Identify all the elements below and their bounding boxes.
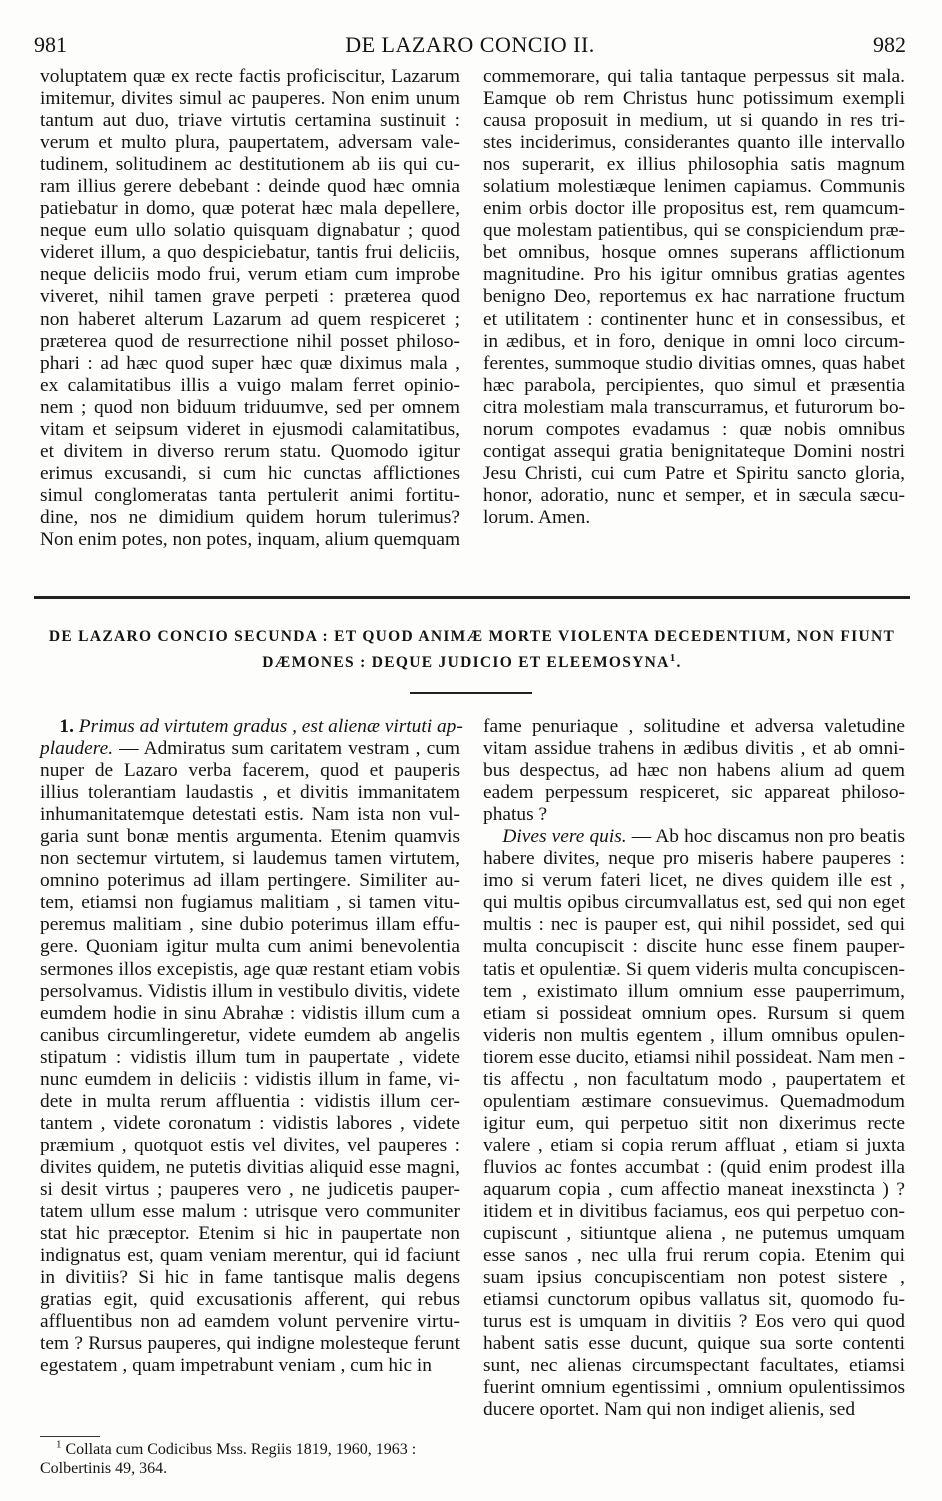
text-line: divites quidem, ne putetis divitias aliquid esse magni, [40,1156,460,1178]
text-line: contigat assequi gratia benignitateque Domini nostri [483,440,905,462]
text-line: præterea quod de resurrectione nihil posset philoso- [40,330,460,352]
text-line: etiam si possideat omnium opes. Rursum si quem [483,1002,905,1024]
text-line: vitam assidue trahens in ædibus divitis , et ab omni- [483,738,905,760]
text-line: Non enim potes, non potes, inquam, alium quemquam [40,528,461,550]
text-line: dete in multa rerum affluentia : vidistis illum cer- [40,1090,460,1112]
text-line: eumdem hodie in sinu Abrahæ : vidistis illum cum a [40,1002,460,1024]
text-line: tantem , videte coronatum : vidistis labores , videte [40,1112,460,1134]
section-divider-rule [34,596,910,599]
footnote-line-1 [40,1440,460,1459]
text-line: neque eum ullo solatio quisquam dignabatur ; quod [40,220,460,242]
paragraph-1-first-line [40,716,463,738]
text-line: stes inciderimus, considerantes quanto ille intervallo [483,132,905,154]
text-line: aquarum copia , cum affectio maneat inexstincta ) ? [483,1178,905,1200]
text-line: egestatem , quam impetrabunt veniam , cum hic in [40,1355,433,1377]
text-line: patiebatur in domo, quæ poterat hæc mala depellere, [40,198,460,220]
text-line: præmium , quotquot estis vel divites, vel pauperes : [40,1134,460,1156]
paragraph-1-second-line [40,738,460,760]
text-line: igitur eum, qui perpetuo sitit non dixerimus recte [483,1112,905,1134]
text-line: et utilitatem : continenter hunc et in consessibus, et [483,308,905,330]
section-heading [34,624,910,676]
bottom-left-column [40,716,463,1377]
text-line: non haberet alterum Lazarum ad quem respiceret ; [40,308,460,330]
text-line: ex calamitatibus illis a vuigo malam ferret opinio- [40,374,460,396]
text-line: fame penuriaque , solitudine et adversa valetudine [483,716,905,737]
text-line: habere divites, neque pro miseris habere pauperes : [483,848,905,870]
text-line: canibus circumlingeretur, videte eumdem ab angelis [40,1024,460,1046]
paragraph-2-italic-heading: Dives vere quis. [502,826,627,848]
text-line: multis : nec is pauper est, qui nihil possidet, sed qui [483,914,905,936]
footnote [40,1440,460,1478]
text-line: tis affectu , non facultatum modo , paupertatem et [483,1068,905,1090]
text-line: omnino poterimus ad illam pertingere. Similiter au- [40,870,460,892]
text-line: imitemur, divites simul ac pauperes. Non enim unum [40,88,460,110]
text-line: voluptatem quæ ex recte factis proficiscitur, Lazarum [40,66,460,87]
text-line: lorum. Amen. [483,506,591,528]
text-line: hæc parabola, percipientes, quo simul et præsentia [483,374,905,396]
text-line: stat hic præceptor. Etenim si hic in paupertate non [40,1223,460,1245]
text-line: magnitudine. Pro his igitur omnibus gratias agentes [483,264,905,286]
page-number-left: 981 [34,32,67,57]
text-line: non sectemur virtutem, si laudemus tamen virtutem, [40,848,460,870]
text-line: commemorare, qui talia tantaque perpessus sit mala. [483,66,905,87]
text-line: simul conglomeratas tanta pertulerit animi fortitu- [40,484,460,506]
section-heading-line-2-wrap: DÆMONES : DEQUE JUDICIO ET ELEEMOSYNA$^1$. [262,651,682,671]
text-line: in ædibus, et in foro, denique in omni loco circum- [483,330,905,352]
top-left-column [40,66,460,551]
paragraph-2-first-line [483,826,905,848]
text-line: que molestam patientibus, qui se conspiciendum præ- [483,220,905,242]
footnote-reference: 1 [669,651,677,664]
text-line: indignatus est, quam veniam merentur, qui id faciunt [40,1245,460,1267]
text-line: videret illum, a quo despiciebatur, tantis frui deliciis, [40,242,460,264]
top-right-column [483,66,905,529]
text-line: cupiscunt , sitiuntque aliena , ne putemus umquam [483,1223,905,1245]
text-line: phatus ? [483,804,548,826]
paragraph-1-text-start: — Admiratus sum caritatem vestram , cum [119,738,460,760]
text-line: imo si verum fateri licet, ne dives quidem ille est , [483,870,905,892]
text-line: tem, etiamsi non fugiamus malitiam , si tamen vitu- [40,892,460,914]
text-line: ram illius gerere debebant : deinde quod hæc omnia [40,176,460,198]
text-line: inhumanitatemque detestati estis. Nam ista non vul- [40,804,460,826]
text-line: videris non multis egentem , illum omnibus opulen- [483,1024,905,1046]
text-line: tem , existimato illum omnium esse pauperrimum, [483,980,905,1002]
text-line: itidem et in divitibus faciamus, eos qui perpetuo con- [483,1201,905,1223]
text-line: nunc eumdem in deliciis : vidistis illum in fame, vi- [40,1068,460,1090]
text-line: sermones illos excepistis, age quæ restant etiam vobis [40,958,460,980]
text-line: nuper de Lazaro verba facerem, quod et pauperis [40,760,460,782]
text-line: solatium molestiæque lenimen capiamus. Communis [483,176,905,198]
text-line: turus est is umquam in divitiis ? Eos vero qui quod [483,1311,905,1333]
text-line: norum compotes evadamus : quæ nobis omnibus [483,418,905,440]
text-line: fluvios ac fontes accumbat : (quid enim prodest illa [483,1156,905,1178]
text-line: esse sanos , nec ulla frui rerum copia. Etenim qui [483,1245,905,1267]
text-line: eadem perpessum respiceret, sic appareat philoso- [483,782,905,804]
text-line: fuerint omnium egentissimi , omnium opulentissimos [483,1377,905,1399]
text-line: suam ipsius concupiscentiam non potest sistere , [483,1267,905,1289]
running-title: DE LAZARO CONCIO II. [345,32,595,57]
text-line: tatis et opulentiæ. Si quem videris multa concupiscen- [483,958,905,980]
paragraph-number: 1. [59,716,74,737]
paragraph-1-italic-heading-end: plaudere. [40,738,114,760]
heading-underline-rule [410,692,532,694]
running-header [32,32,908,60]
text-line: persolvamus. Vidistis illum in vestibulo divitis, videte [40,980,460,1002]
text-line: tudinem, solitudinem ac destitutionem ab iis qui cu- [40,154,460,176]
text-line: nos superarit, ex illius philosophia satis magnum [483,154,905,176]
text-line: causa proposuit in medium, ut si quando in res tri- [483,110,905,132]
text-line: tiorem esse ducito, etiamsi nihil possideat. Nam men - [483,1046,905,1068]
text-line: benigno Deo, reportemus ex hac narratione fructum [483,286,905,308]
section-heading-line-2: DÆMONES : DEQUE JUDICIO ET ELEEMOSYNA [262,654,670,671]
text-line: qui multis opibus circumvallatus est, sed qui non eget [483,892,905,914]
text-line: honor, adoratio, nunc et semper, et in sæcula sæcu- [483,484,905,506]
text-line: erimus excusandi, si cum hic cunctas afflictiones [40,462,460,484]
text-line: opulentiam æstimare consuevimus. Quemadmodum [483,1090,905,1112]
text-line: illius tolerantiam laudastis , et divitis immanitatem [40,782,460,804]
text-line: vitam et seipsum videret in ejusmodi calamitatibus, [40,418,460,440]
text-line: dine, nos ne dimidium quidem horum tulerimus? [40,506,460,528]
text-line: ferentes, summoque studio divitias omnes, quas habet [483,352,905,374]
paragraph-1-italic-heading: Primus ad virtutem gradus , est alienæ virtuti ap- [78,716,463,737]
text-line: si desit virtus ; pauperes vero , ne judicetis pauper- [40,1178,460,1200]
text-line: citra molestiam mala transcurramus, et futurorum bo- [483,396,905,418]
text-line: habent satis esse ducunt, quique sua sorte contenti [483,1333,905,1355]
text-line: peremus malitiam , sine dubio poterimus illam effu- [40,914,460,936]
footnote-rule [40,1436,100,1437]
text-line: verum et multo plura, paupertatem, adversam vale- [40,132,460,154]
page-number-right: 982 [873,32,906,57]
footnote-line-2: Colbertinis 49, 364. [40,1460,168,1477]
text-line: nem ; quod non biduum triduumve, sed per omnem [40,396,460,418]
text-line: viveret, nihil tamen grave perpeti : præterea quod [40,286,460,308]
text-line: bet omnibus, hosque omnes superans afflictionum [483,242,905,264]
text-line: neque deliciis modo frui, verum etiam cum improbe [40,264,460,286]
section-heading-line-1: DE LAZARO CONCIO SECUNDA : ET QUOD ANIMÆ MORTE VIOLENTA DECEDENTIUM, NON FIUNT [48,628,896,645]
text-line: et divitem in diverso rerum statu. Quomodo igitur [40,440,460,462]
text-line: sunt, nec alienas circumspectant facultates, etiamsi [483,1355,905,1377]
text-line: ducere oportet. Nam qui non indiget alienis, sed [483,1399,856,1421]
text-line: enim orbis doctor ille propositus est, rem quamcum- [483,198,905,220]
text-line: valere , etiam si copia rerum affluat , etiam si juxta [483,1134,905,1156]
text-line: bus despectus, ad hæc non habens alium ad quem [483,760,905,782]
text-line: stipatum : vidistis illum tum in paupertate , videte [40,1046,460,1068]
text-line: etiamsi cunctorum opibus vallatus sit, quomodo fu- [483,1289,905,1311]
text-line: garia sunt bonæ mentis argumenta. Etenim quamvis [40,826,460,848]
text-line: tantum aut duo, triave virtutis certamina sustinuit : [40,110,460,132]
footnote-text-1: Collata cum Codicibus Mss. Regiis 1819, 1960, 1963 : [65,1441,417,1458]
text-line: tem ? Rursus pauperes, qui indigne molesteque ferunt [40,1333,460,1355]
bottom-right-column [483,716,905,1422]
text-line: tatem ullum esse malum : utrisque vero communiter [40,1201,460,1223]
text-line: gratias egit, quid excusationis afferent, qui rebus [40,1289,460,1311]
paragraph-2-text-start: — Ab hoc discamus non pro beatis [631,826,905,848]
footnote-marker: 1 [56,1438,62,1451]
text-line: affluentibus non ad eamdem volunt pervenire virtu- [40,1311,460,1333]
text-line: Jesu Christi, cui cum Patre et Spiritu sancto gloria, [483,462,905,484]
text-line: gere. Quoniam igitur multa cum animi benevolentia [40,936,460,958]
text-line: phari : ad hæc quod super hæc quæ diximus mala , [40,352,460,374]
text-line: Eamque ob rem Christus hunc potissimum exempli [483,88,905,110]
text-line: multa concupiscit : discite hunc esse finem pauper- [483,936,905,958]
text-line: in divitiis? Si hic in fame tantisque malis degens [40,1267,460,1289]
